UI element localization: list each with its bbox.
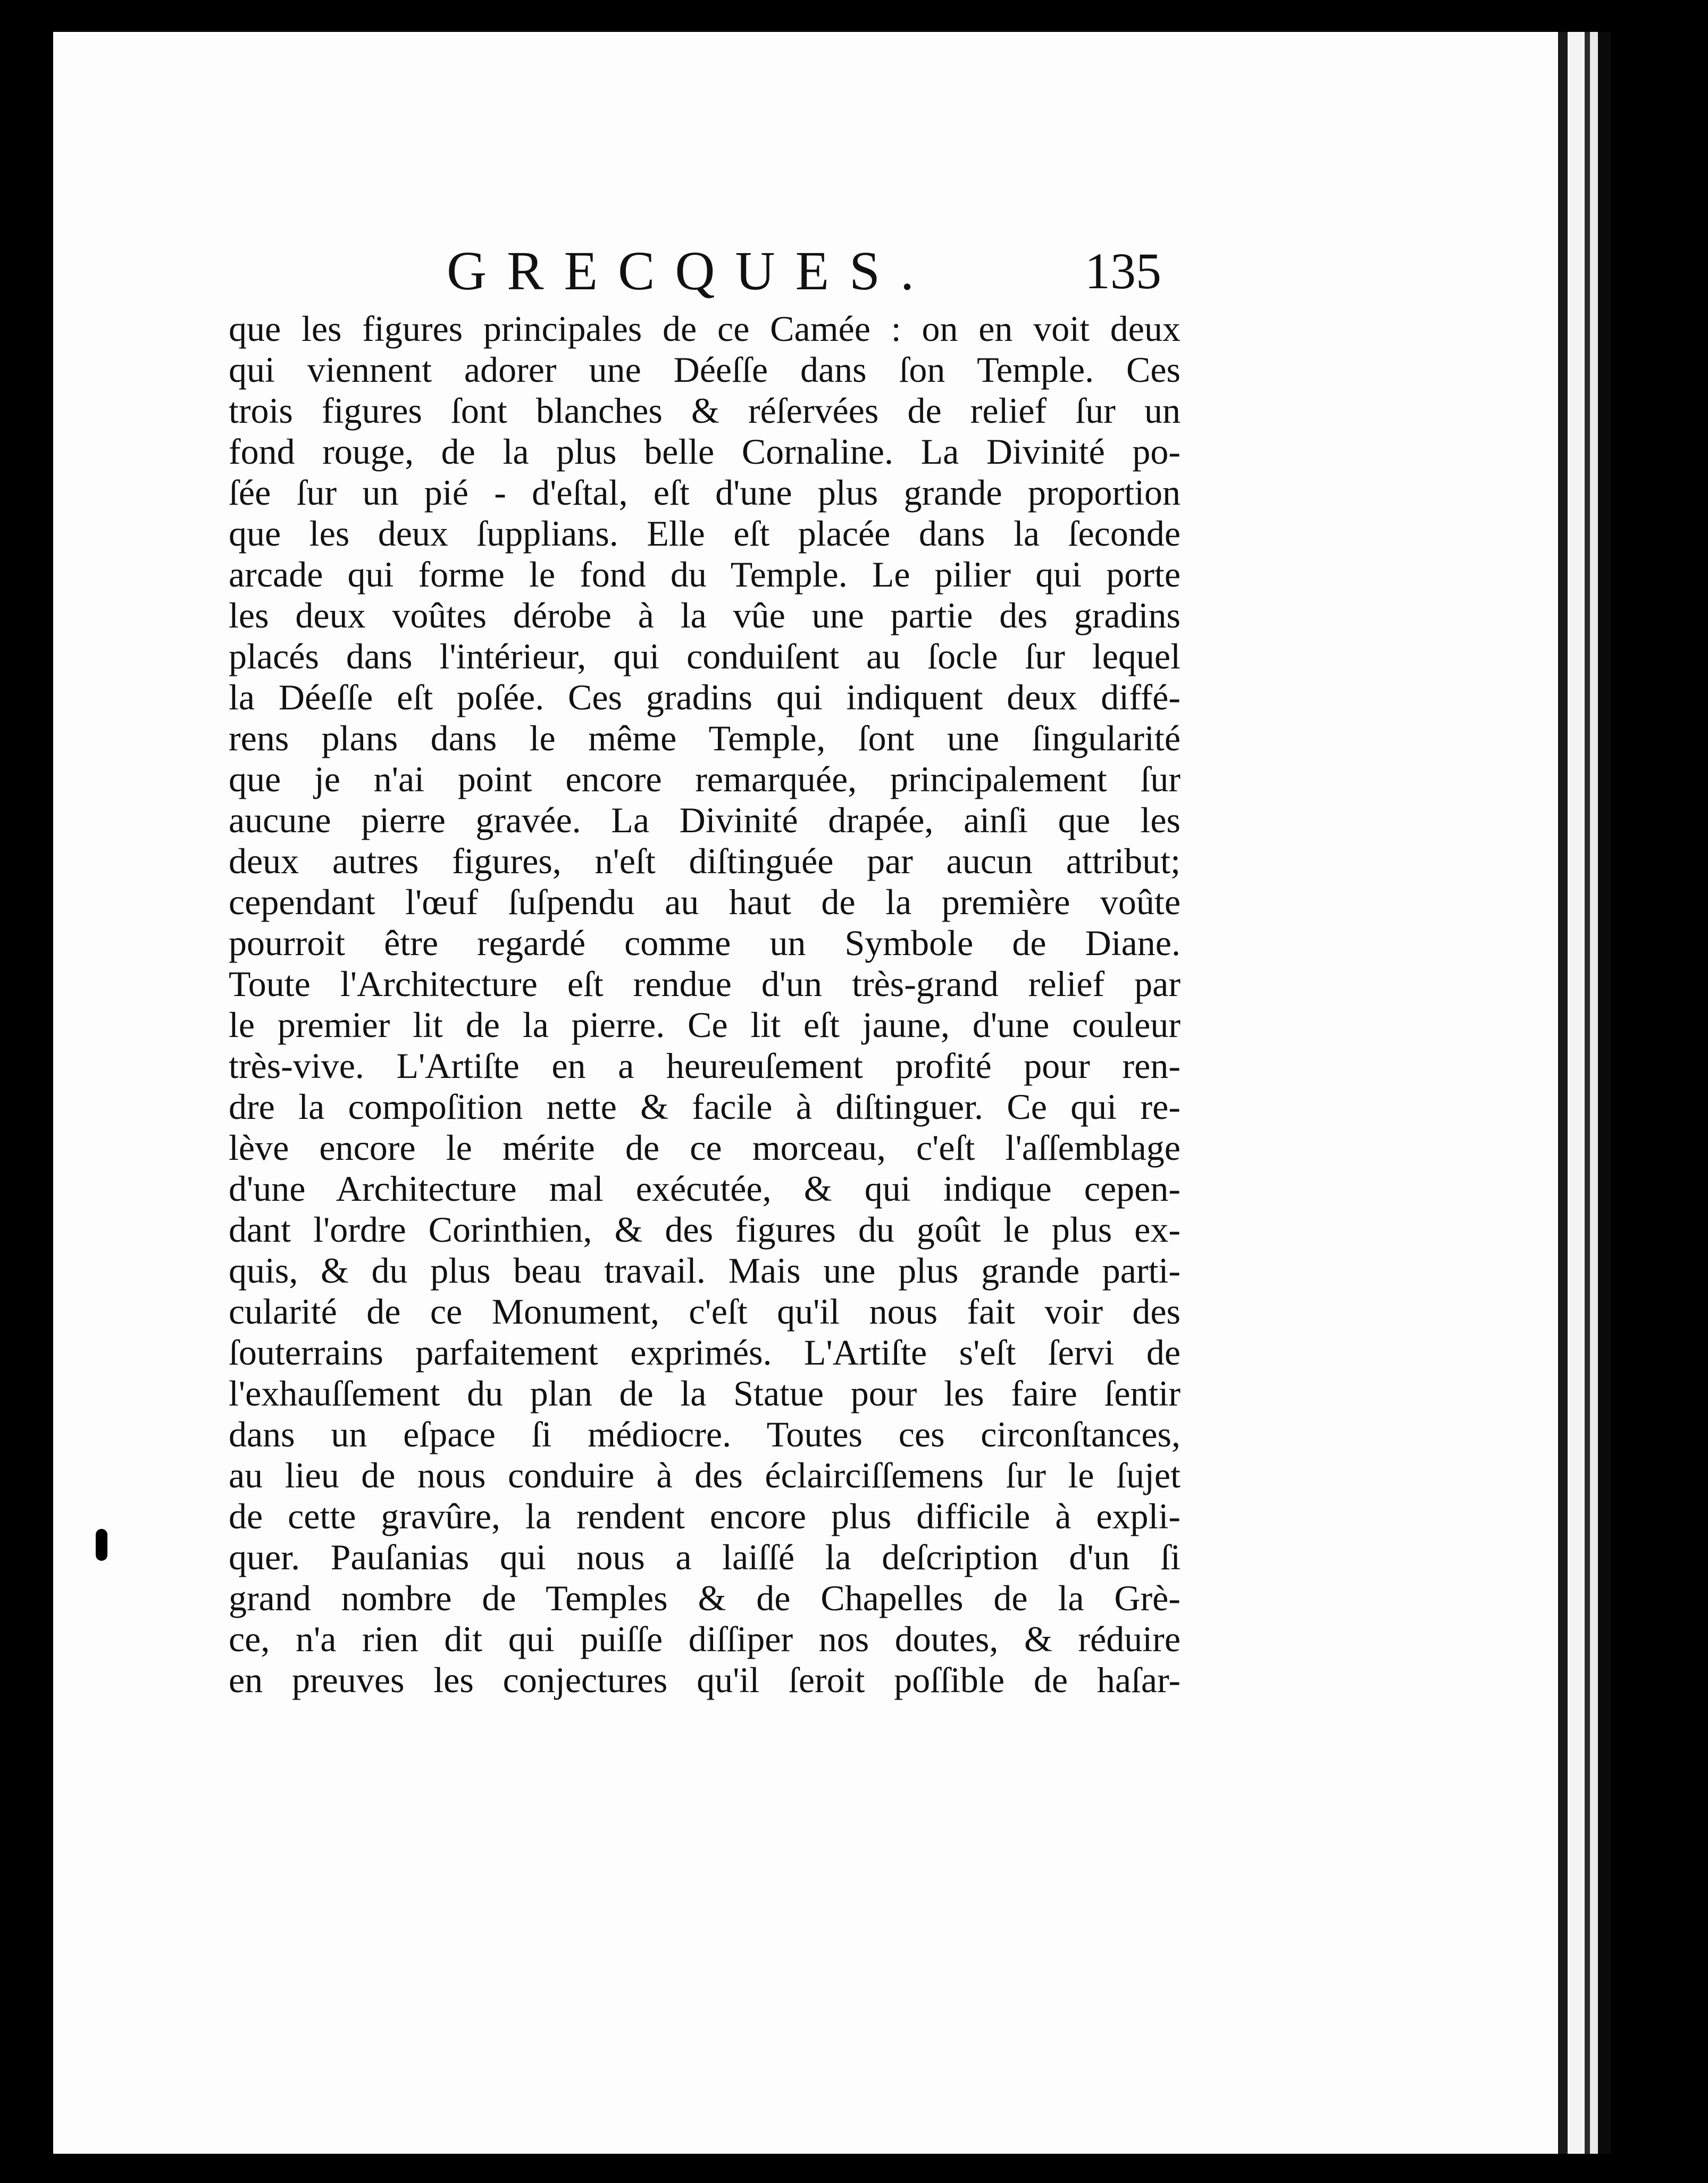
text-line: lève encore le mérite de ce morceau, c'eſt l'aſſemblage — [229, 1127, 1180, 1168]
text-line: arcade qui forme le fond du Temple. Le pilier qui porte — [229, 554, 1180, 595]
text-line: que les deux ſupplians. Elle eſt placée dans la ſeconde — [229, 513, 1180, 554]
text-line: dre la compoſition nette & facile à diſtinguer. Ce qui re- — [229, 1086, 1180, 1127]
page-edge-shadow-3 — [1598, 32, 1611, 2154]
text-line: rens plans dans le même Temple, ſont une ſingularité — [229, 718, 1180, 758]
text-line: de cette gravûre, la rendent encore plus difficile à expli- — [229, 1496, 1180, 1536]
page-edge-shadow-2 — [1585, 32, 1590, 2154]
text-line: grand nombre de Temples & de Chapelles de la Grè- — [229, 1578, 1180, 1618]
text-line: deux autres figures, n'eſt diſtinguée par aucun attribut; — [229, 841, 1180, 881]
text-line: dans un eſpace ſi médiocre. Toutes ces circonſtances, — [229, 1414, 1180, 1454]
text-line: d'une Architecture mal exécutée, & qui indique cepen- — [229, 1168, 1180, 1209]
text-line: aucune pierre gravée. La Divinité drapée, ainſi que les — [229, 800, 1180, 840]
text-line: le premier lit de la pierre. Ce lit eſt jaune, d'une couleur — [229, 1005, 1180, 1045]
running-head: GRECQUES. — [447, 240, 934, 302]
page-edge-shadow — [1558, 32, 1568, 2154]
text-line: au lieu de nous conduire à des éclairciſſemens ſur le ſujet — [229, 1455, 1180, 1495]
page-number: 135 — [1085, 242, 1161, 299]
text-line: cularité de ce Monument, c'eſt qu'il nous fait voir des — [229, 1291, 1180, 1332]
text-line: ce, n'a rien dit qui puiſſe diſſiper nos doutes, & réduire — [229, 1619, 1180, 1659]
text-line: Toute l'Architecture eſt rendue d'un très-grand relief par — [229, 964, 1180, 1004]
text-line: fond rouge, de la plus belle Cornaline. La Divinité po- — [229, 431, 1180, 472]
text-line: quer. Pauſanias qui nous a laiſſé la deſcription d'un ſi — [229, 1537, 1180, 1577]
text-line: dant l'ordre Corinthien, & des figures du goût le plus ex- — [229, 1209, 1180, 1250]
text-line: l'exhauſſement du plan de la Statue pour les faire ſentir — [229, 1373, 1180, 1413]
text-line: qui viennent adorer une Déeſſe dans ſon Temple. Ces — [229, 349, 1180, 390]
text-line: placés dans l'intérieur, qui conduiſent au ſocle ſur lequel — [229, 636, 1180, 676]
text-line: les deux voûtes dérobe à la vûe une partie des gradins — [229, 595, 1180, 635]
text-line: que je n'ai point encore remarquée, principalement ſur — [229, 759, 1180, 799]
text-line: ſée ſur un pié - d'eſtal, eſt d'une plus grande proportion — [229, 472, 1180, 513]
book-page — [53, 32, 1611, 2154]
text-line: trois figures ſont blanches & réſervées de relief ſur un — [229, 390, 1180, 431]
text-line: cependant l'œuf ſuſpendu au haut de la première voûte — [229, 882, 1180, 922]
text-line: en preuves les conjectures qu'il ſeroit poſſible de haſar- — [229, 1660, 1180, 1700]
text-line: très-vive. L'Artiſte en a heureuſement profité pour ren- — [229, 1046, 1180, 1086]
text-line: ſouterrains parfaitement exprimés. L'Artiſte s'eſt ſervi de — [229, 1332, 1180, 1373]
text-line: que les figures principales de ce Camée : on en voit deux — [229, 308, 1180, 349]
body-text — [229, 308, 1180, 1701]
page-edge-gap — [1568, 32, 1585, 2154]
text-line: pourroit être regardé comme un Symbole de Diane. — [229, 923, 1180, 963]
margin-mark — [96, 1529, 107, 1561]
text-line: la Déeſſe eſt poſée. Ces gradins qui indiquent deux diffé- — [229, 677, 1180, 717]
page-header — [447, 234, 1161, 308]
page-edge-gap-2 — [1590, 32, 1598, 2154]
text-line: quis, & du plus beau travail. Mais une plus grande parti- — [229, 1250, 1180, 1291]
